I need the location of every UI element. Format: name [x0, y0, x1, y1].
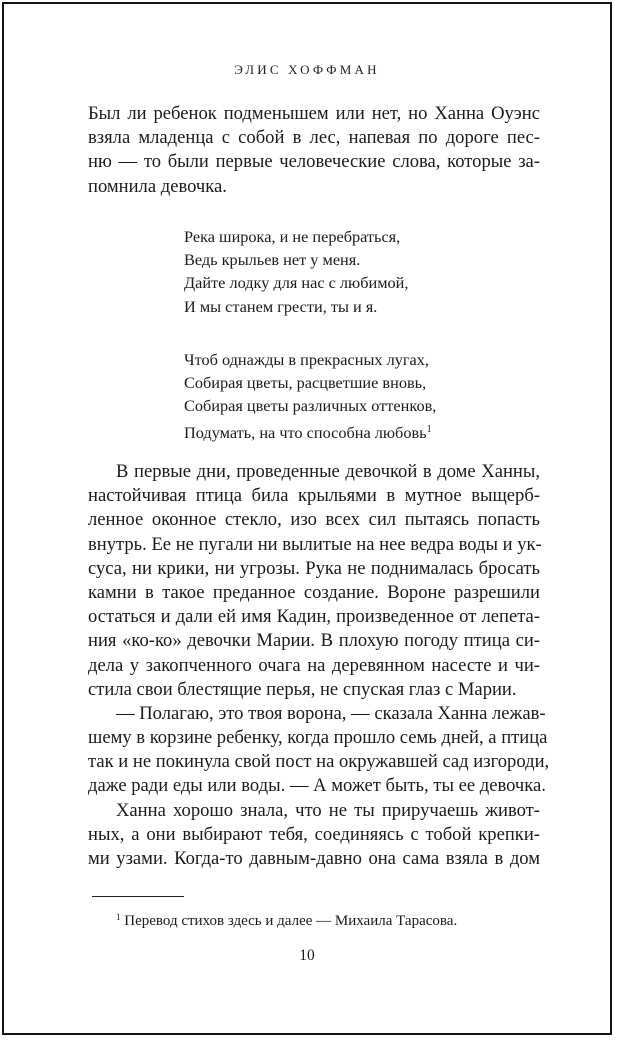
- prose-body: [88, 460, 550, 871]
- text-line: камни в такое преданное создание. Вороне разрешили: [88, 581, 540, 603]
- text-line: настойчивая птица била крыльями в мутное выщерб-: [88, 485, 540, 507]
- text-line: ния «ко-ко» девочки Марии. В плохую погоду птица си-: [88, 630, 540, 652]
- verse-line: Собирая цветы, расцветшие вновь,: [184, 373, 427, 393]
- text-line: ленное оконное стекло, изо всех сил пытаясь попасть: [88, 509, 540, 531]
- verse-line: Дайте лодку для нас с любимой,: [184, 273, 409, 293]
- text-line: — Полагаю, это твоя ворона, — сказала Ханна лежав-: [116, 702, 546, 724]
- verse-line: Собирая цветы различных оттенков,: [184, 396, 437, 416]
- verse-line: Река широка, и не перебраться,: [184, 227, 401, 246]
- verse-line-text: Подумать, на что способна любовь: [184, 422, 427, 442]
- text-line: помнила девочка.: [88, 175, 227, 197]
- text-line: суса, ни крики, ни угрозы. Рука не поднималась бросать: [88, 557, 540, 579]
- text-line: Был ли ребенок подменышем или нет, но Ханна Оуэнс: [88, 103, 540, 124]
- verse-stanza-1: [184, 225, 504, 318]
- text-line: В первые дни, проведенные девочкой в доме Ханны,: [116, 461, 540, 482]
- page-number: 10: [299, 947, 315, 964]
- text-line: взяла младенца с собой в лес, напевая по дороге пес-: [88, 127, 540, 149]
- footnote-reference: 1: [426, 423, 432, 435]
- text-line: дела у закопченного очага на деревянном насесте и чи-: [88, 654, 540, 676]
- text-line: ми узами. Когда-то давным-давно она сама взяла в дом: [88, 848, 540, 869]
- verse-line-with-footnote: [184, 418, 504, 444]
- paragraph-intro: [88, 102, 540, 199]
- verse-stanza-2: [184, 348, 504, 444]
- text-line: внутрь. Ее не пугали ни вылитые на нее ведра воды и ук-: [88, 533, 542, 555]
- verse-line: Чтоб однажды в прекрасных лугах,: [184, 350, 429, 369]
- text-line: даже ради еды или воды. — А может быть, ты ее девочка.: [88, 775, 546, 797]
- text-line: Ханна хорошо знала, что не ты приручаешь живот-: [116, 799, 540, 821]
- text-line: ных, а они выбирают тебя, соединяясь с тобой крепки-: [88, 823, 540, 845]
- footnote: [116, 907, 457, 931]
- verse-line: И мы станем грести, ты и я.: [184, 296, 378, 316]
- footnote-text: Перевод стихов здесь и далее — Михаила Тарасова.: [124, 913, 458, 929]
- book-page: [2, 2, 612, 1035]
- footnote-mark: 1: [116, 912, 121, 922]
- running-head: ЭЛИС ХОФФМАН: [234, 62, 380, 77]
- text-line: шему в корзине ребенку, когда прошло семь дней, а птица: [88, 727, 548, 749]
- text-line: стила свои блестящие перья, не спуская глаз с Марии.: [88, 678, 517, 700]
- footnote-divider: [92, 896, 184, 897]
- verse-line: Ведь крыльев нет у меня.: [184, 250, 361, 270]
- text-line: так и не покинула свой пост на окружавшей сад изгороди,: [88, 751, 550, 773]
- text-line: ню — то были первые человеческие слова, которые за-: [88, 151, 540, 173]
- text-line: остаться и дали ей имя Кадин, произведенное от лепета-: [88, 606, 540, 628]
